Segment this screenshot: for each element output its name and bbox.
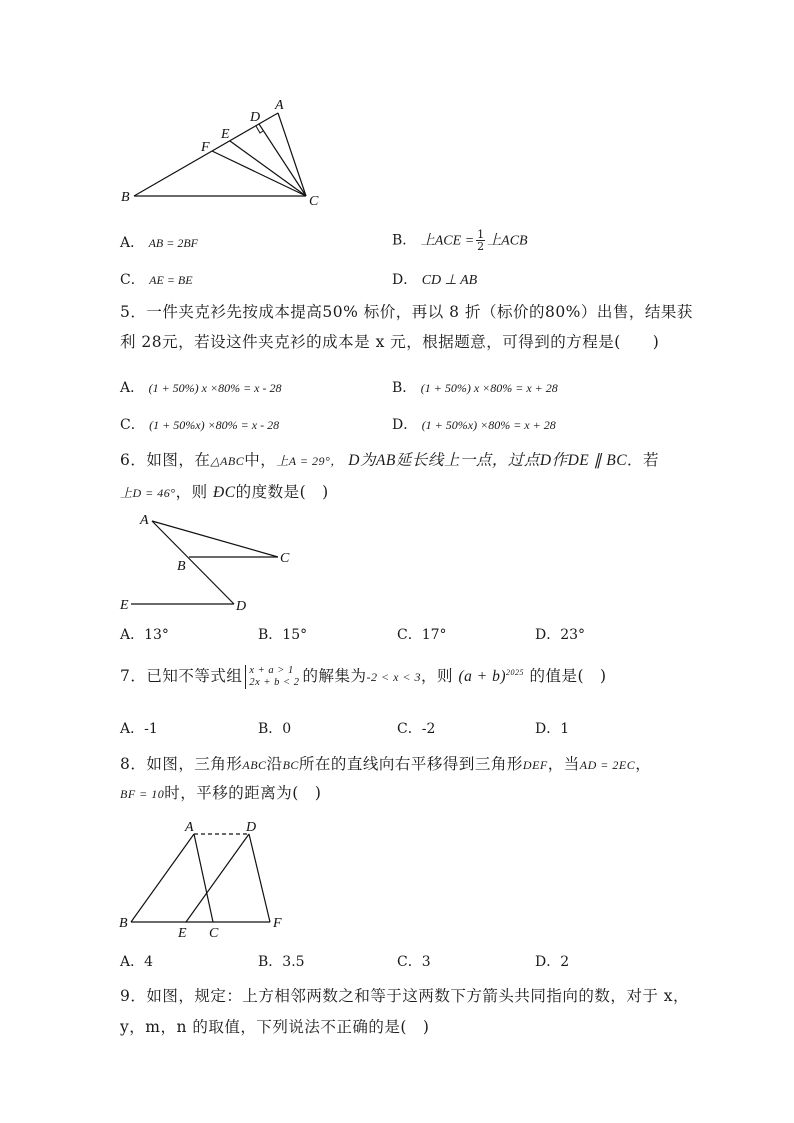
q7-range: -2 < x < 3 (366, 670, 422, 684)
q7-option-c[interactable]: C．-2 (397, 721, 436, 737)
q8-condition-ad: AD = 2EC (579, 758, 636, 772)
fig6-label-c: C (280, 551, 290, 566)
q5-option-d-math: (1 + 50%x) ×80% = x + 28 (421, 418, 556, 432)
fig6-label-a: A (140, 513, 149, 528)
q8-text-e: 所在的直线向右平移得到三角形 (298, 755, 523, 773)
fig6-label-e: E (120, 598, 129, 613)
fig8-label-a: A (185, 820, 194, 835)
q6-text-then: ，则 (175, 483, 208, 501)
q8-text-c: 沿 (266, 755, 283, 773)
q5-stem-line2: 利 28元，若设这件夹克衫的成本是 x 元，根据题意，可得到的方程是( ) (120, 333, 660, 351)
fig8-label-c: C (209, 926, 219, 941)
q5-option-b-math: (1 + 50%) x ×80% = x + 28 (420, 381, 558, 395)
q7-option-b[interactable]: B．0 (258, 721, 292, 737)
q6-option-d[interactable]: D．23° (535, 627, 586, 643)
q7-text-mid: 的解集为 (302, 667, 367, 685)
q4-option-b-post: 上ACB (487, 233, 528, 249)
fig4-label-d: D (250, 110, 261, 125)
q5-option-a-math: (1 + 50%) x ×80% = x - 28 (148, 381, 282, 395)
q7-expression: (a + b) (458, 668, 507, 685)
fig4-label-a: A (275, 98, 284, 113)
q7-text-pre: 7．已知不等式组 (120, 667, 243, 685)
q8-triangle-def: DEF (522, 758, 548, 772)
q6-angle-d: 上D = 46° (120, 486, 176, 500)
q4-option-d-math: CD ⊥ AB (421, 273, 478, 288)
q5-option-c-math: (1 + 50%x) ×80% = x - 28 (149, 418, 280, 432)
q6-option-c[interactable]: C．17° (397, 627, 447, 643)
q9-stem-line1: 9．如图，规定：上方相邻两数之和等于这两数下方箭头共同指向的数，对于 x， (120, 987, 690, 1005)
q6-text-f: ．若 (627, 451, 660, 469)
fig8-label-b: B (119, 916, 128, 931)
q7-text-post: 的值是( ) (529, 667, 607, 685)
q4-option-a-math: AB = 2BF (148, 236, 198, 250)
q6-text-c: 中， (244, 451, 277, 469)
q8-text-a: 8．如图，三角形 (120, 755, 243, 773)
figure-q8-lines (131, 834, 270, 922)
q5-stem-line1: 5．一件夹克衫先按成本提高50% 标价，再以 8 折（标价的80%）出售，结果获 (120, 303, 693, 321)
q6-angle-a: 上A = 29°， (276, 454, 343, 468)
fig6-label-d: D (236, 599, 247, 614)
q6-text-ask: 的度数是( ) (235, 483, 329, 501)
fig8-label-e: E (178, 926, 187, 941)
fig4-label-b: B (121, 190, 130, 205)
q8-option-d[interactable]: D．2 (535, 954, 570, 970)
q5-option-b-letter: B． (392, 380, 417, 396)
q7-inequality-2: 2x + b < 2 (249, 677, 300, 688)
fig6-label-b: B (177, 559, 186, 574)
q7-text-mid2: ，则 (421, 667, 454, 685)
q7-exponent: 2025 (506, 667, 525, 677)
fig8-label-f: F (273, 916, 282, 931)
q6-option-b[interactable]: B．15° (258, 627, 308, 643)
q8-text-g: ，当 (547, 755, 580, 773)
q6-option-a[interactable]: A．13° (120, 627, 169, 643)
fig4-label-f: F (201, 140, 210, 155)
q8-option-c[interactable]: C．3 (397, 954, 431, 970)
q8-text-i: ， (635, 755, 652, 773)
q7-option-a[interactable]: A．-1 (120, 721, 158, 737)
q4-option-c-letter: C． (120, 272, 145, 288)
q7-option-d[interactable]: D．1 (535, 721, 570, 737)
q6-text-a: 6．如图，在 (120, 451, 211, 469)
q8-condition-bf: BF = 10 (120, 787, 165, 801)
q8-option-a[interactable]: A．4 (120, 954, 154, 970)
q5-option-d-letter: D． (392, 417, 418, 433)
q4-option-d-letter: D． (392, 272, 418, 288)
q8-option-b[interactable]: B．3.5 (258, 954, 305, 970)
fraction-denominator: 2 (477, 240, 485, 253)
q6-triangle: △ABC (210, 454, 245, 468)
q4-option-b-pre: 上ACE = (420, 233, 475, 249)
fig4-label-e: E (221, 127, 230, 142)
fraction-numerator: 1 (477, 228, 485, 241)
q7-inequality-1: x + a > 1 (249, 665, 294, 676)
q5-option-a-letter: A． (120, 380, 145, 396)
q5-option-c-letter: C． (120, 417, 145, 433)
q4-option-b-letter: B． (392, 232, 417, 249)
q6-condition: D为AB延长线上一点，过点D作DE ∥ BC (348, 452, 628, 469)
fig4-label-c: C (309, 194, 319, 209)
q8-text-ask: 时，平移的距离为( ) (164, 784, 322, 802)
q4-option-c-math: AE = BE (149, 273, 193, 287)
q4-option-a-letter: A． (120, 235, 145, 251)
q6-angle-c: ÐC (213, 484, 236, 501)
q8-segment-bc: BC (282, 758, 299, 772)
fig8-label-d: D (246, 820, 257, 835)
q8-triangle-abc: ABC (242, 758, 267, 772)
q9-stem-line2: y，m，n 的取值，下列说法不正确的是( ) (120, 1018, 430, 1036)
